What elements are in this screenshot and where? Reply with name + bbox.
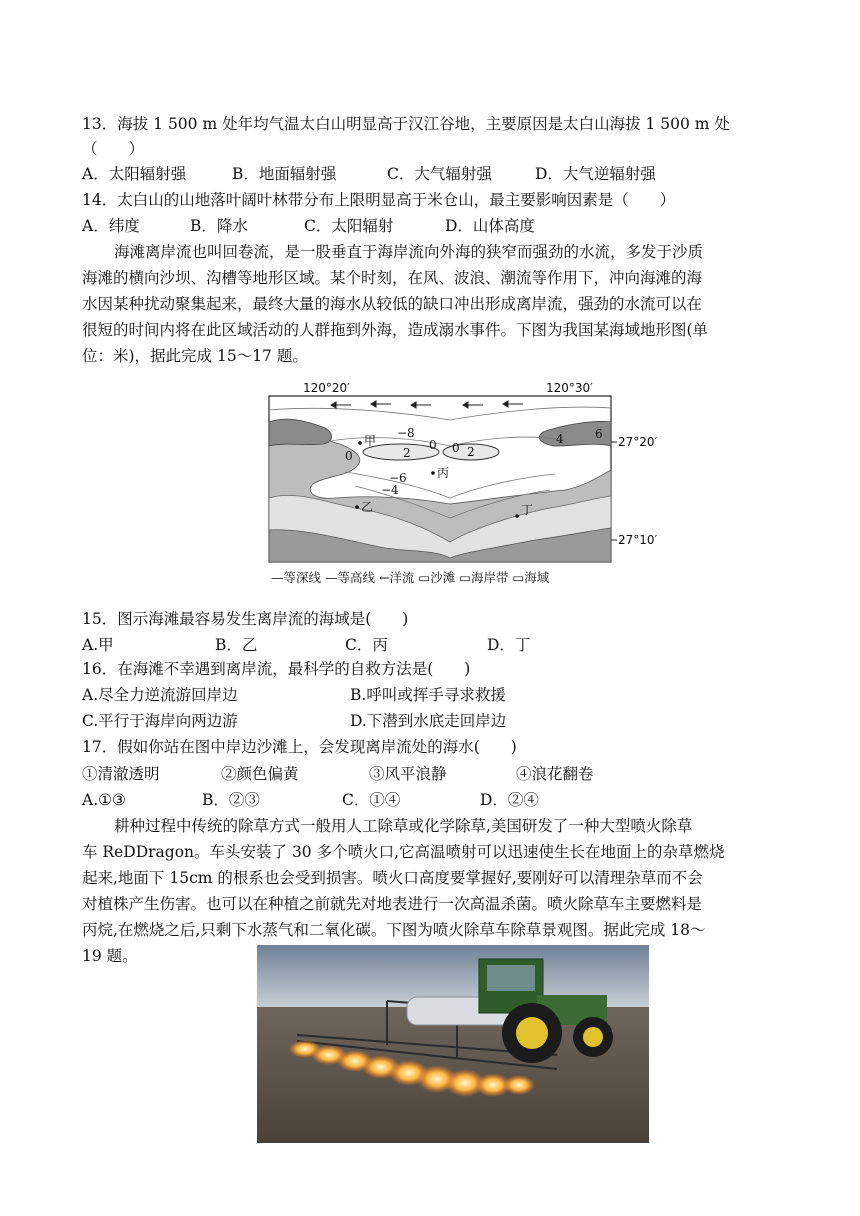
q14-option-c: C．太阳辐射: [304, 217, 394, 235]
q16-option-b: B.呼叫或挥手寻求救援: [350, 686, 506, 704]
passage1-line2: 海滩的横向沙坝、沟槽等地形区域。某个时刻，在风、波浪、潮流等作用下，冲向海滩的海: [82, 269, 703, 287]
map-lon-right: 120°30′: [546, 381, 593, 395]
q15-option-b: B．乙: [215, 636, 258, 654]
q16-option-d: D.下潜到水底走回岸边: [350, 712, 507, 730]
passage2-line3: 起来,地面下 15cm 的根系也会受到损害。喷火口高度要掌握好,要刚好可以清理杂草而不会: [82, 869, 703, 887]
q13-option-b: B．地面辐射强: [232, 165, 337, 183]
q16-option-a: A.尽全力逆流游回岸边: [82, 686, 238, 704]
map-contour-2-right: 2: [467, 445, 475, 459]
q16-option-c: C.平行于海岸向两边游: [82, 712, 238, 730]
map-point-jia: 甲: [364, 434, 377, 448]
q13-stem-line1: 13．海拔 1 500 m 处年均气温太白山明显高于汉江谷地，主要原因是太白山海拔 1 500 m 处: [82, 115, 730, 133]
q17-item-1: ①清澈透明: [82, 765, 160, 783]
q15-stem: 15．图示海滩最容易发生离岸流的海域是( ): [82, 610, 409, 628]
q15-option-d: D．丁: [487, 636, 531, 654]
q13-option-a: A．太阳辐射强: [82, 165, 187, 183]
q13-options: [82, 164, 782, 184]
passage1-line4: 很短的时间内将在此区域活动的人群拖到外海，造成溺水事件。下图为我国某海域地形图(单: [82, 321, 709, 339]
q17-item-4: ④浪花翻卷: [516, 765, 594, 783]
q15-option-a: A.甲: [82, 636, 114, 654]
topographic-map: [265, 380, 665, 590]
q17-option-d: D．②④: [480, 791, 539, 809]
q14-option-a: A．纬度: [82, 217, 140, 235]
q15-option-c: C．丙: [345, 636, 388, 654]
q14-stem: 14．太白山的山地落叶阔叶林带分布上限明显高于米仓山，最主要影响因素是（ ）: [82, 191, 676, 209]
q16-options-row2: [82, 711, 782, 731]
q13-stem-line2: （ ）: [82, 140, 145, 158]
map-contour-2-left: 2: [403, 446, 411, 460]
q16-options-row1: [82, 685, 782, 705]
map-contour-minus8: −8: [397, 426, 415, 440]
q16-stem: 16．在海滩不幸遇到离岸流，最科学的自救方法是( ): [82, 660, 471, 678]
q14-options: [82, 216, 782, 236]
map-contour-0-center: 0: [429, 438, 437, 452]
passage2-line6: 19 题。: [82, 947, 138, 965]
q17-item-3: ③风平浪静: [369, 765, 447, 783]
passage2-line5: 丙烷,在燃烧之后,只剩下水蒸气和二氧化碳。下图为喷火除草车除草景观图。据此完成 18～: [82, 921, 706, 939]
map-point-bing: 丙: [437, 466, 450, 480]
map-contour-0-left: 0: [345, 449, 353, 463]
passage2-line2: 车 ReDDragon。车头安装了 30 多个喷火口,它高温喷射可以迅速使生长在地面上的杂草燃烧: [82, 843, 725, 861]
map-contour-minus4: −4: [381, 483, 399, 497]
q17-item-2: ②颜色偏黄: [221, 765, 299, 783]
q17-stem: 17．假如你站在图中岸边沙滩上，会发现离岸流处的海水( ): [82, 738, 517, 756]
map-contour-4: 4: [556, 432, 564, 446]
map-contour-6: 6: [595, 427, 603, 441]
passage2-line1: 耕种过程中传统的除草方式一般用人工除草或化学除草,美国研发了一种大型喷火除草: [114, 817, 693, 835]
passage2-line4: 对植株产生伤害。也可以在种植之前就先对地表进行一次高温杀菌。喷火除草车主要燃料是: [82, 895, 703, 913]
map-lon-left: 120°20′: [303, 381, 350, 395]
map-point-ding-dot: [515, 514, 519, 518]
passage1-line3: 水因某种扰动聚集起来，最终大量的海水从较低的缺口冲出形成离岸流，强劲的水流可以在: [82, 295, 703, 313]
map-point-yi-dot: [355, 505, 359, 509]
q14-option-b: B．降水: [190, 217, 248, 235]
map-legend: —等深线 —等高线 ←洋流 ▭沙滩 ▭海岸带 ▭海域: [271, 570, 550, 585]
q13-option-d: D．大气逆辐射强: [535, 165, 656, 183]
q17-items: [82, 764, 782, 784]
map-point-ding: 丁: [521, 503, 534, 517]
map-contour-0-right: 0: [452, 441, 460, 455]
q14-option-d: D．山体高度: [445, 217, 535, 235]
passage1-line1: 海滩离岸流也叫回卷流，是一股垂直于海岸流向外海的狭窄而强劲的水流，多发于沙质: [114, 243, 704, 261]
flame-weeder-photo: [257, 945, 649, 1143]
q17-option-b: B．②③: [202, 791, 260, 809]
map-lat-top: 27°20′: [618, 435, 658, 449]
map-point-bing-dot: [431, 471, 435, 475]
passage1-line5: 位：米)，据此完成 15～17 题。: [82, 347, 308, 365]
map-point-jia-dot: [358, 441, 362, 445]
q17-options: [82, 790, 782, 810]
q13-option-c: C．大气辐射强: [387, 165, 492, 183]
map-contour-minus6: −6: [389, 471, 407, 485]
map-lat-bottom: 27°10′: [618, 533, 658, 547]
q17-option-c: C．①④: [342, 791, 401, 809]
q15-options: [82, 635, 782, 655]
q17-option-a: A.①③: [82, 791, 126, 809]
map-point-yi: 乙: [361, 500, 374, 514]
